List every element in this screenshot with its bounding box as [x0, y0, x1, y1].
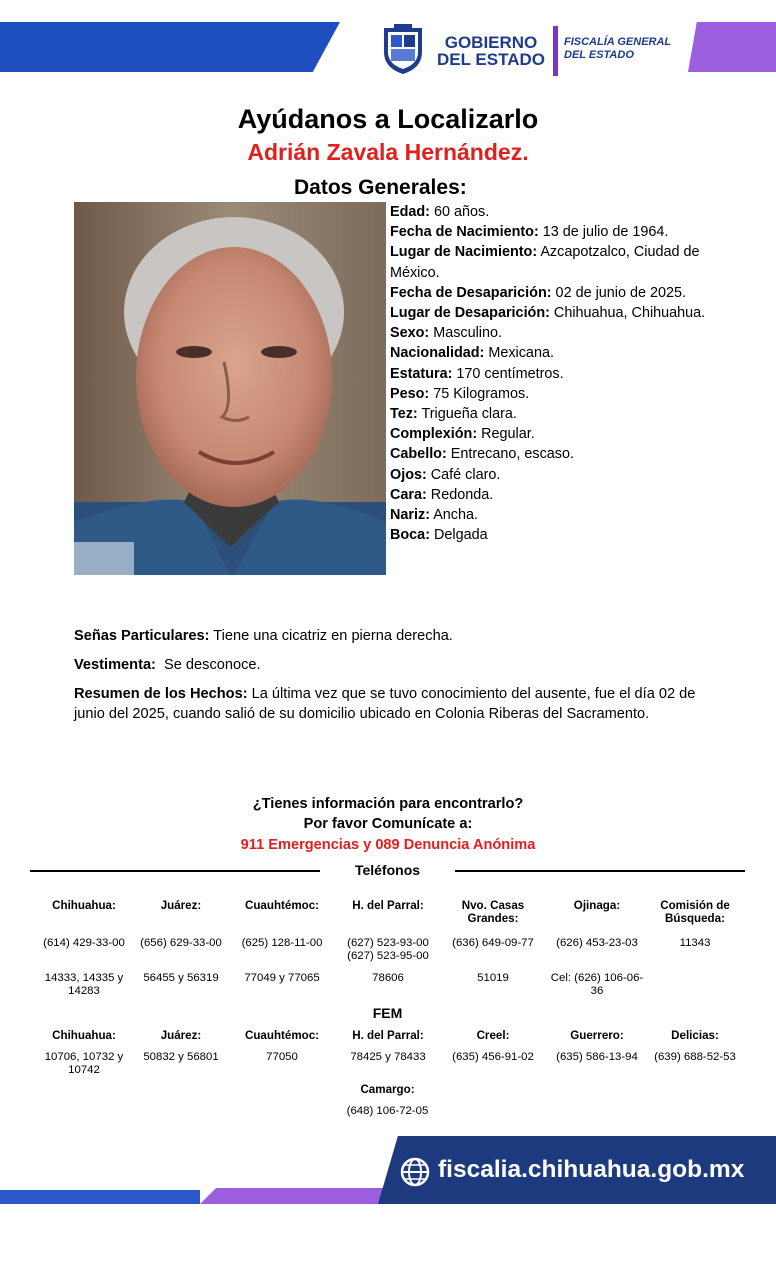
globe-icon [400, 1157, 430, 1187]
datos-value: Chihuahua, Chihuahua. [549, 305, 706, 322]
telefonos-phone-cell: (656) 629-33-00 [140, 937, 222, 949]
datos-item [390, 525, 710, 545]
senas-value: Tiene una cicatriz en pierna derecha. [209, 628, 453, 644]
header-purple-band [688, 22, 776, 72]
telefonos-phone-cell: (614) 429-33-00 [43, 937, 125, 949]
header-blue-band [0, 22, 340, 72]
page-title: Ayúdanos a Localizarlo [237, 104, 539, 134]
datos-value: 75 Kilogramos. [429, 385, 530, 402]
datos-value: 13 de julio de 1964. [538, 224, 669, 241]
datos-label: Nacionalidad: [390, 345, 485, 362]
datos-label: Complexión: [390, 426, 478, 443]
fem-value-cell: 50832 y 56801 [143, 1051, 219, 1063]
datos-value: Café claro. [426, 466, 501, 483]
person-photo [74, 202, 386, 575]
contact-question: ¿Tienes información para encontrarlo? [252, 796, 524, 812]
camargo-label: Camargo: [360, 1083, 415, 1096]
resumen-hechos [74, 684, 724, 724]
senas-label: Señas Particulares: [74, 628, 210, 644]
telefonos-title: Teléfonos [354, 862, 421, 878]
fem-value-cell: (635) 586-13-94 [556, 1051, 638, 1063]
divider-left [30, 870, 320, 872]
telefonos-header-cell: Cuauhtémoc: [244, 899, 320, 912]
telefonos-header-cell: H. del Parral: [352, 899, 424, 912]
datos-label: Sexo: [390, 325, 430, 342]
datos-item [390, 404, 710, 424]
fiscalia-logo-text [564, 36, 671, 62]
fem-value-cell: (635) 456-91-02 [452, 1051, 534, 1063]
datos-generales-title: Datos Generales: [294, 176, 467, 199]
vestimenta-value: Se desconoce. [155, 657, 261, 673]
datos-item [390, 465, 710, 485]
datos-value: 60 años. [429, 204, 490, 220]
datos-item [390, 343, 710, 363]
footer-purple-band [200, 1188, 400, 1204]
resumen-value: La última vez que se tuvo conocimiento del ausente, fue el día 02 de junio del 2025, cuando salió de su domicilio ubicado en Colonia Riberas del Sacramento. [74, 686, 696, 722]
fem-value-cell: 77050 [266, 1051, 298, 1063]
telefonos-phone-cell: 11343 [679, 937, 711, 949]
datos-item [390, 485, 710, 505]
fiscalia-line-1: FISCALÍA GENERAL [564, 36, 672, 48]
vestimenta-label: Vestimenta: [74, 657, 156, 673]
datos-item [390, 222, 710, 242]
fem-value-cell: (639) 688-52-53 [654, 1051, 736, 1063]
contact-instruction: Por favor Comunícate a: [303, 816, 473, 832]
logo-divider [553, 26, 558, 76]
state-shield-icon [380, 22, 426, 76]
datos-label: Nariz: [390, 507, 430, 524]
senas-particulares [74, 626, 724, 646]
fem-title: FEM [372, 1005, 403, 1021]
telefonos-phone-cell: (626) 453-23-03 [556, 937, 638, 949]
datos-item [390, 283, 710, 303]
telefonos-header-cell: Nvo. Casas Grandes: [461, 899, 525, 925]
datos-label: Lugar de Desaparición: [390, 305, 550, 322]
fem-header-cell: Juárez: [160, 1029, 202, 1042]
datos-label: Fecha de Nacimiento: [390, 224, 539, 241]
datos-item [390, 384, 710, 404]
telefonos-header-cell: Ojinaga: [573, 899, 621, 912]
telefonos-ext-cell: 56455 y 56319 [143, 972, 219, 984]
datos-value: Redonda. [426, 486, 494, 503]
telefonos-ext-cell: 78606 [372, 972, 404, 984]
footer-url[interactable]: fiscalia.chihuahua.gob.mx [438, 1156, 745, 1183]
datos-label: Lugar de Nacimiento: [390, 244, 538, 261]
datos-value: Trigueña clara. [417, 406, 517, 423]
logo-line-2: DEL ESTADO [437, 50, 545, 69]
datos-item [390, 202, 710, 222]
telefonos-header-cell: Juárez: [160, 899, 202, 912]
logo-line-1: GOBIERNO [444, 33, 538, 52]
datos-list [390, 202, 710, 545]
footer-blue-band [0, 1190, 200, 1204]
datos-value: Mexicana. [484, 345, 554, 362]
fem-header-cell: H. del Parral: [352, 1029, 424, 1042]
datos-item [390, 242, 710, 282]
fem-value-cell: 10706, 10732 y 10742 [44, 1051, 124, 1076]
fem-header-cell: Guerrero: [570, 1029, 624, 1042]
datos-value: 170 centímetros. [452, 365, 564, 382]
fem-header-cell: Chihuahua: [52, 1029, 116, 1042]
datos-label: Ojos: [390, 466, 427, 483]
gobierno-logo-text [432, 34, 550, 68]
fem-header-cell: Delicias: [671, 1029, 719, 1042]
telefonos-ext-cell: 51019 [477, 972, 509, 984]
datos-item [390, 505, 710, 525]
telefonos-header-cell: Chihuahua: [52, 899, 116, 912]
divider-right [455, 870, 745, 872]
datos-value: Masculino. [429, 325, 502, 342]
emergency-numbers: 911 Emergencias y 089 Denuncia Anónima [240, 837, 536, 853]
telefonos-ext-cell: 14333, 14335 y 14283 [44, 972, 124, 997]
datos-label: Cara: [390, 486, 427, 503]
datos-label: Boca: [390, 527, 430, 544]
telefonos-phone-cell: (625) 128-11-00 [241, 937, 323, 949]
datos-item [390, 323, 710, 343]
fiscalia-line-2: DEL ESTADO [564, 49, 634, 61]
datos-value: Regular. [477, 426, 535, 443]
datos-value: Delgada [429, 527, 488, 544]
datos-label: Edad: [390, 204, 430, 220]
datos-item [390, 424, 710, 444]
telefonos-ext-cell: Cel: (626) 106-06-36 [550, 972, 644, 997]
camargo-value: (648) 106-72-05 [346, 1105, 429, 1117]
datos-label: Cabello: [390, 446, 447, 463]
datos-value: Azcapotzalco, Ciudad de México. [390, 244, 700, 281]
datos-label: Tez: [390, 406, 418, 423]
datos-label: Fecha de Desaparición: [390, 284, 552, 301]
datos-item [390, 364, 710, 384]
datos-item [390, 444, 710, 464]
datos-label: Estatura: [390, 365, 453, 382]
person-name: Adrián Zavala Hernández. [247, 139, 529, 165]
datos-value: Entrecano, escaso. [446, 446, 574, 463]
datos-item [390, 303, 710, 323]
telefonos-phone-cell: (636) 649-09-77 [452, 937, 534, 949]
vestimenta [74, 655, 724, 675]
fem-header-cell: Creel: [476, 1029, 510, 1042]
datos-value: 02 de junio de 2025. [551, 284, 686, 301]
telefonos-phone-cell: (627) 523-93-00 (627) 523-95-00 [347, 937, 429, 962]
resumen-label: Resumen de los Hechos: [74, 686, 248, 702]
fem-header-cell: Cuauhtémoc: [244, 1029, 320, 1042]
datos-label: Peso: [390, 385, 430, 402]
fem-value-cell: 78425 y 78433 [350, 1051, 426, 1063]
telefonos-header-cell: Comisión de Búsqueda: [660, 899, 730, 925]
datos-value: Ancha. [429, 507, 478, 524]
telefonos-ext-cell: 77049 y 77065 [244, 972, 320, 984]
